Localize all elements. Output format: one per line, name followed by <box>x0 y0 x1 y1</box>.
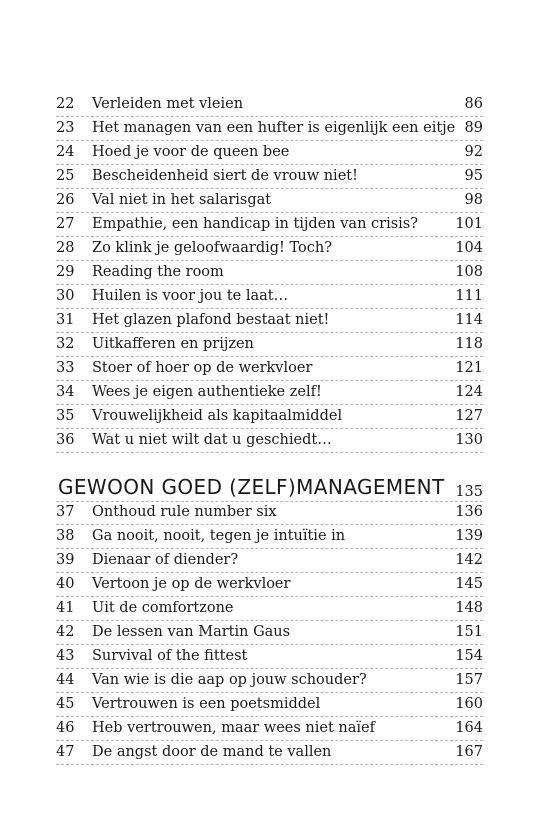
toc-entry <box>0 644 540 668</box>
chapter-title: Dienaar of diender? <box>92 552 239 568</box>
chapter-number: 42 <box>56 624 75 640</box>
chapter-title: Vrouwelijkheid als kapitaalmiddel <box>92 408 343 424</box>
toc-entry <box>0 332 540 356</box>
toc-entry <box>0 572 540 596</box>
row-divider <box>56 452 483 453</box>
page-number: 101 <box>455 216 483 232</box>
chapter-number: 36 <box>56 432 75 448</box>
chapter-number: 23 <box>56 120 75 136</box>
chapter-number: 25 <box>56 168 75 184</box>
chapter-title: Vertoon je op de werkvloer <box>92 576 291 592</box>
chapter-number: 27 <box>56 216 75 232</box>
toc-entry <box>0 716 540 740</box>
toc-entry <box>0 188 540 212</box>
chapter-number: 22 <box>56 96 75 112</box>
toc-entry <box>0 164 540 188</box>
chapter-title: Ga nooit, nooit, tegen je intuïtie in <box>92 528 346 544</box>
page-number: 130 <box>455 432 483 448</box>
page-number: 104 <box>455 240 483 256</box>
section-heading: GEWOON GOED (ZELF)MANAGEMENT <box>58 475 445 499</box>
toc-entry <box>0 668 540 692</box>
page-number: 160 <box>455 696 483 712</box>
chapter-number: 45 <box>56 696 75 712</box>
chapter-number: 28 <box>56 240 75 256</box>
toc-entry <box>0 740 540 764</box>
chapter-title: Heb vertrouwen, maar wees niet naïef <box>92 720 375 736</box>
chapter-title: Reading the room <box>92 264 224 280</box>
toc-entry <box>0 356 540 380</box>
row-divider <box>56 764 483 765</box>
chapter-title: Het glazen plafond bestaat niet! <box>92 312 330 328</box>
toc-entry <box>0 524 540 548</box>
page-number: 127 <box>455 408 483 424</box>
toc-entry <box>0 596 540 620</box>
toc-entry <box>0 428 540 452</box>
toc-entry <box>0 260 540 284</box>
toc-entry <box>0 404 540 428</box>
chapter-title: Verleiden met vleien <box>92 96 244 112</box>
page-number: 86 <box>464 96 483 112</box>
chapter-number: 26 <box>56 192 75 208</box>
chapter-title: De angst door de mand te vallen <box>92 744 332 760</box>
chapter-number: 33 <box>56 360 75 376</box>
chapter-title: Uitkafferen en prijzen <box>92 336 254 352</box>
page-number: 111 <box>455 288 483 304</box>
page-number: 114 <box>455 312 483 328</box>
toc-entry <box>0 692 540 716</box>
chapter-number: 35 <box>56 408 75 424</box>
chapter-title: Onthoud rule number six <box>92 504 277 520</box>
page-number: 157 <box>455 672 483 688</box>
chapter-number: 39 <box>56 552 75 568</box>
page-number: 121 <box>455 360 483 376</box>
chapter-title: Zo klink je geloofwaardig! Toch? <box>92 240 333 256</box>
chapter-number: 41 <box>56 600 75 616</box>
chapter-title: Stoer of hoer op de werkvloer <box>92 360 313 376</box>
chapter-title: Van wie is die aap op jouw schouder? <box>92 672 367 688</box>
chapter-title: Huilen is voor jou te laat… <box>92 288 289 304</box>
toc-entry <box>0 92 540 116</box>
chapter-number: 40 <box>56 576 75 592</box>
page-number: 142 <box>455 552 483 568</box>
toc-entry <box>0 308 540 332</box>
page-number: 148 <box>455 600 483 616</box>
page-number: 118 <box>455 336 483 352</box>
chapter-title: Vertrouwen is een poetsmiddel <box>92 696 321 712</box>
chapter-title: Val niet in het salarisgat <box>92 192 272 208</box>
page-number: 98 <box>464 192 483 208</box>
page-number: 151 <box>455 624 483 640</box>
page-number: 95 <box>464 168 483 184</box>
toc-entry <box>0 548 540 572</box>
toc-entry <box>0 620 540 644</box>
toc-entry <box>0 236 540 260</box>
chapter-number: 29 <box>56 264 75 280</box>
chapter-number: 30 <box>56 288 75 304</box>
page-number: 89 <box>464 120 483 136</box>
page-number: 108 <box>455 264 483 280</box>
page-number: 164 <box>455 720 483 736</box>
chapter-title: Uit de comfortzone <box>92 600 234 616</box>
toc-entry <box>0 284 540 308</box>
chapter-number: 43 <box>56 648 75 664</box>
chapter-number: 32 <box>56 336 75 352</box>
toc-entry <box>0 116 540 140</box>
chapter-title: Empathie, een handicap in tijden van crisis? <box>92 216 418 232</box>
chapter-number: 38 <box>56 528 75 544</box>
section-page-number: 135 <box>455 484 483 500</box>
chapter-title: Bescheidenheid siert de vrouw niet! <box>92 168 358 184</box>
chapter-number: 47 <box>56 744 75 760</box>
chapter-number: 46 <box>56 720 75 736</box>
page-number: 145 <box>455 576 483 592</box>
page-number: 124 <box>455 384 483 400</box>
toc-entry <box>0 500 540 524</box>
page-number: 136 <box>455 504 483 520</box>
page-number: 167 <box>455 744 483 760</box>
chapter-title: Wees je eigen authentieke zelf! <box>92 384 322 400</box>
page-number: 139 <box>455 528 483 544</box>
chapter-number: 37 <box>56 504 75 520</box>
chapter-title: Het managen van een hufter is eigenlijk een eitje <box>92 120 456 136</box>
toc-entry <box>0 380 540 404</box>
chapter-title: Survival of the fittest <box>92 648 248 664</box>
page-number: 154 <box>455 648 483 664</box>
page-number: 92 <box>464 144 483 160</box>
chapter-number: 24 <box>56 144 75 160</box>
chapter-number: 34 <box>56 384 75 400</box>
chapter-title: De lessen van Martin Gaus <box>92 624 291 640</box>
toc-entry <box>0 140 540 164</box>
chapter-title: Wat u niet wilt dat u geschiedt… <box>92 432 332 448</box>
toc-entry <box>0 212 540 236</box>
chapter-number: 31 <box>56 312 75 328</box>
chapter-number: 44 <box>56 672 75 688</box>
chapter-title: Hoed je voor de queen bee <box>92 144 290 160</box>
